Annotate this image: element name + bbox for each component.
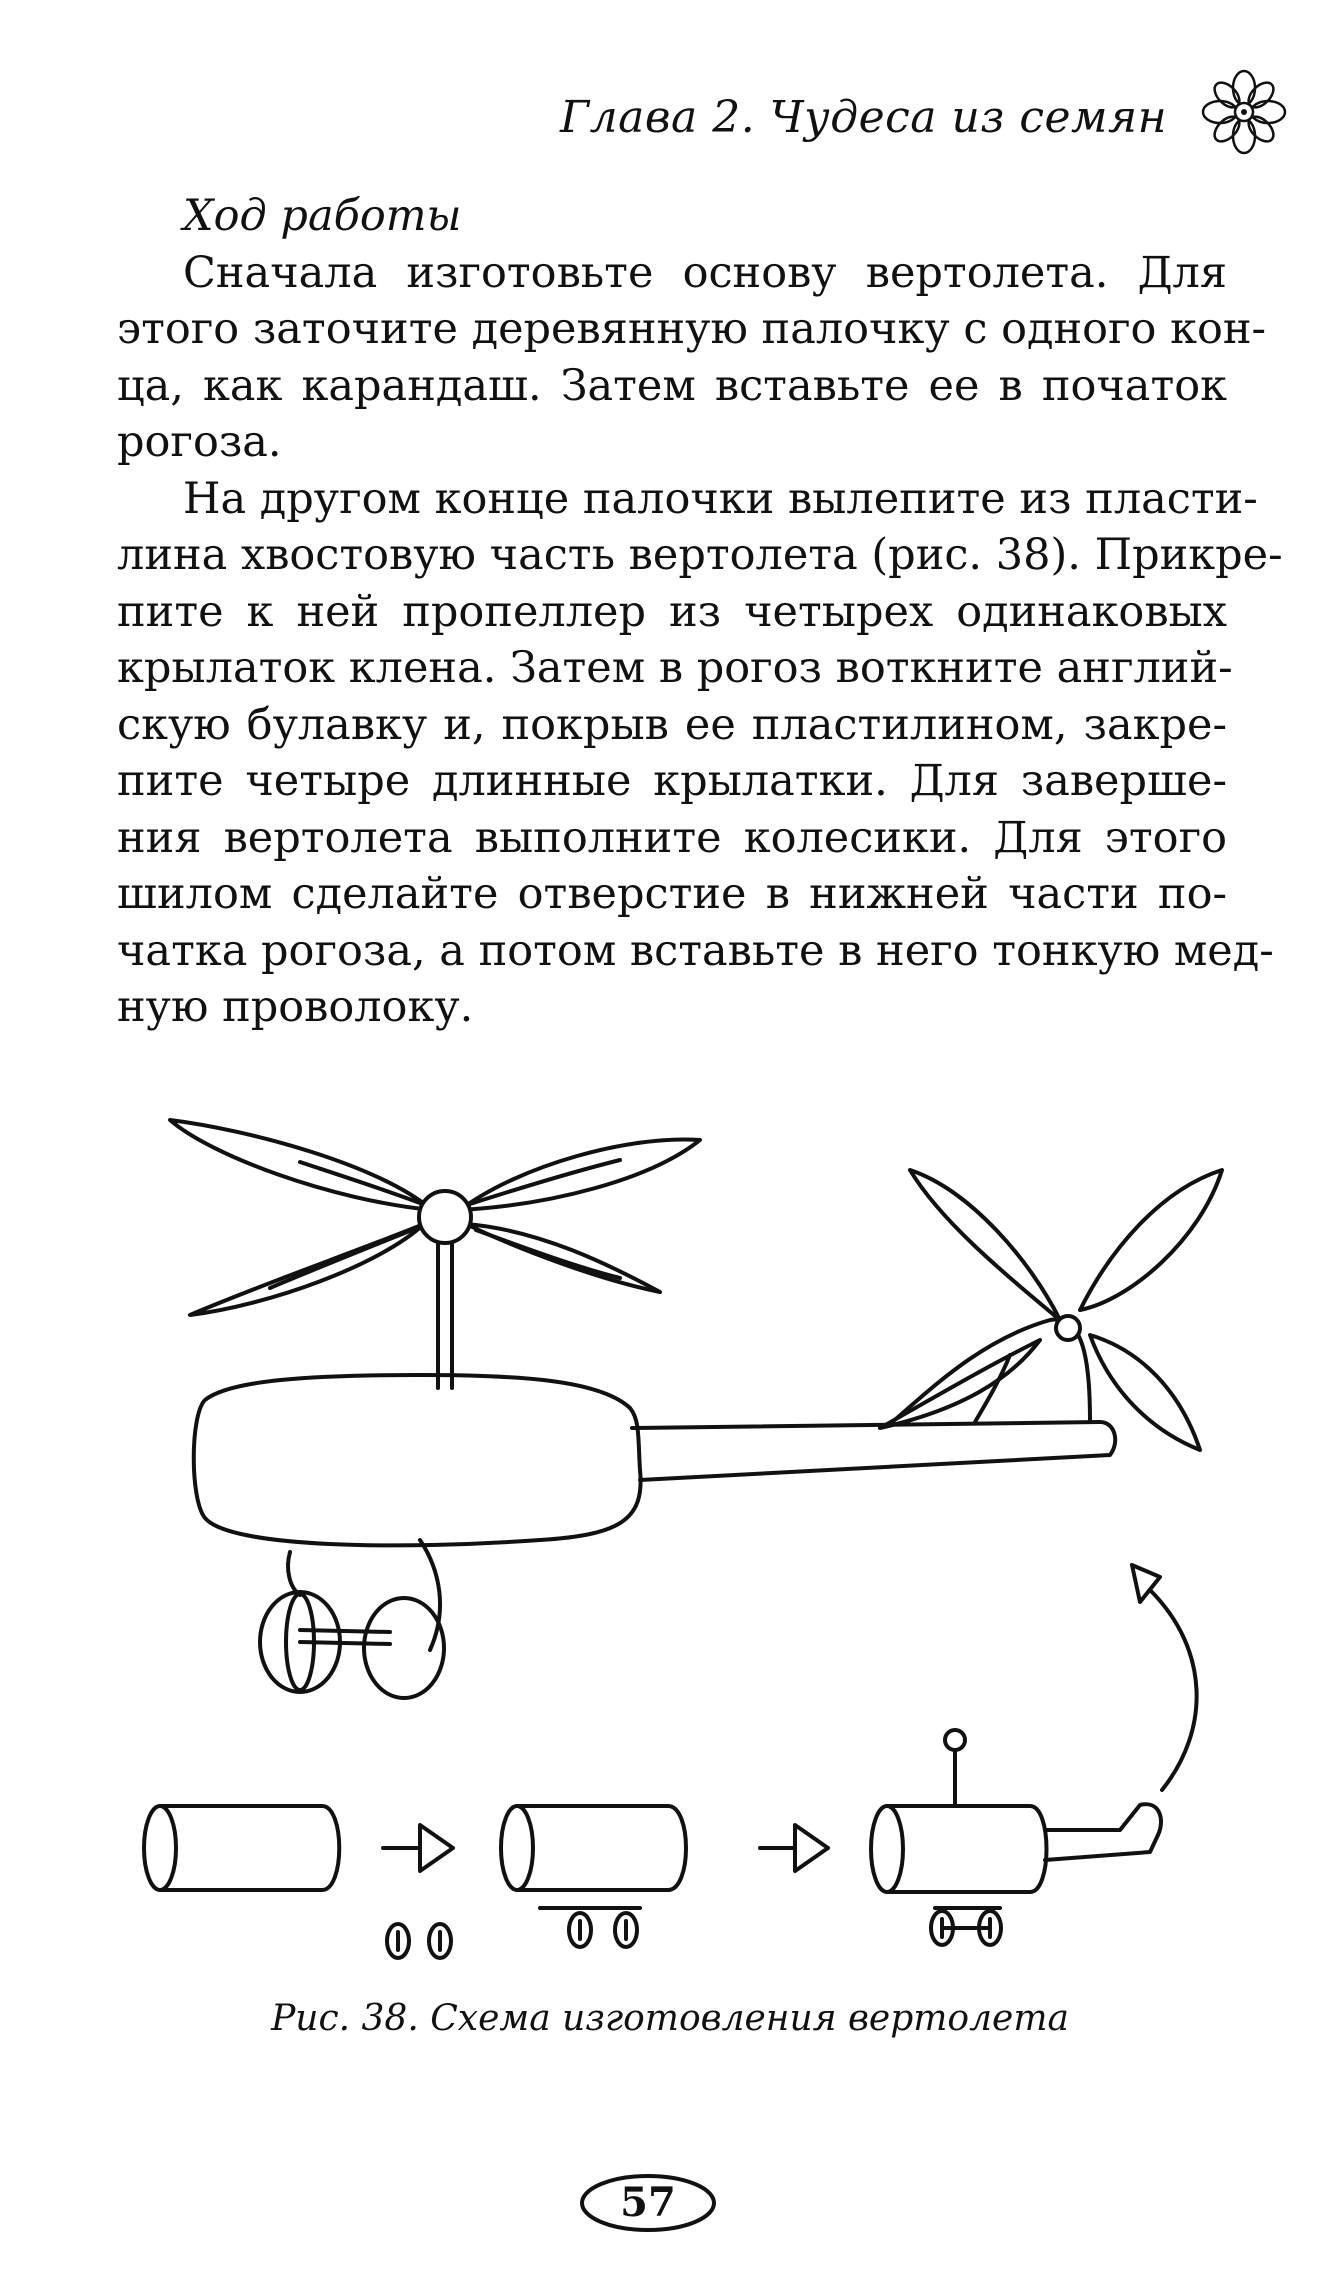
paragraph-line: ную проволоку.: [117, 982, 474, 1032]
paragraph-line: На другом конце палочки вылепите из пласти-: [183, 473, 1258, 524]
paragraph-line: пите четыре длинные крылатки. Для заверше-: [117, 756, 1227, 806]
paragraph-line: шилом сделайте отверстие в нижней части по-: [117, 869, 1227, 919]
paragraph-line: крылаток клена. Затем в рогоз воткните англий-: [117, 643, 1233, 693]
paragraph-line: лина хвостовую часть вертолета (рис. 38). Прикре-: [117, 530, 1283, 580]
body-text: [117, 188, 1283, 1036]
figure-caption: Рис. 38. Схема изготовления вертолета: [271, 1998, 1069, 2039]
paragraph-line: ца, как карандаш. Затем вставьте ее в початок: [117, 360, 1227, 411]
page-number-badge: [578, 2172, 718, 2234]
step-2-cattail: [501, 1806, 686, 1947]
paragraph-line: скую булавку и, покрыв ее пластилином, закре-: [117, 699, 1227, 750]
paragraph-line: рогоза.: [117, 417, 282, 467]
step-arrow: [383, 1825, 453, 1871]
step-arrow: [760, 1825, 828, 1871]
paragraph-line: этого заточите деревянную палочку с одного кон-: [117, 304, 1267, 354]
subheading: Ход работы: [183, 191, 462, 241]
helicopter-body: [194, 1320, 1115, 1546]
running-title: Глава 2. Чудеса из семян: [560, 92, 1168, 143]
helicopter-assembly-illustration: [0, 1070, 1340, 1970]
step-1-cattail: [144, 1806, 451, 1958]
main-rotor: [170, 1120, 700, 1388]
step-3-assembly: [871, 1730, 1161, 1945]
paragraph-line: Сначала изготовьте основу вертолета. Для: [183, 247, 1227, 298]
helicopter-wheels: [260, 1540, 444, 1698]
tail-rotor: [880, 1170, 1222, 1450]
flower-icon: [1200, 68, 1288, 156]
curved-arrow: [1132, 1565, 1197, 1790]
page-number: 57: [620, 2179, 676, 2226]
paragraph-line: пите к ней пропеллер из четырех одинаковых: [117, 586, 1227, 637]
paragraph-line: чатка рогоза, а потом вставьте в него тонкую мед-: [117, 925, 1274, 976]
paragraph-line: ния вертолета выполните колесики. Для этого: [117, 812, 1227, 863]
